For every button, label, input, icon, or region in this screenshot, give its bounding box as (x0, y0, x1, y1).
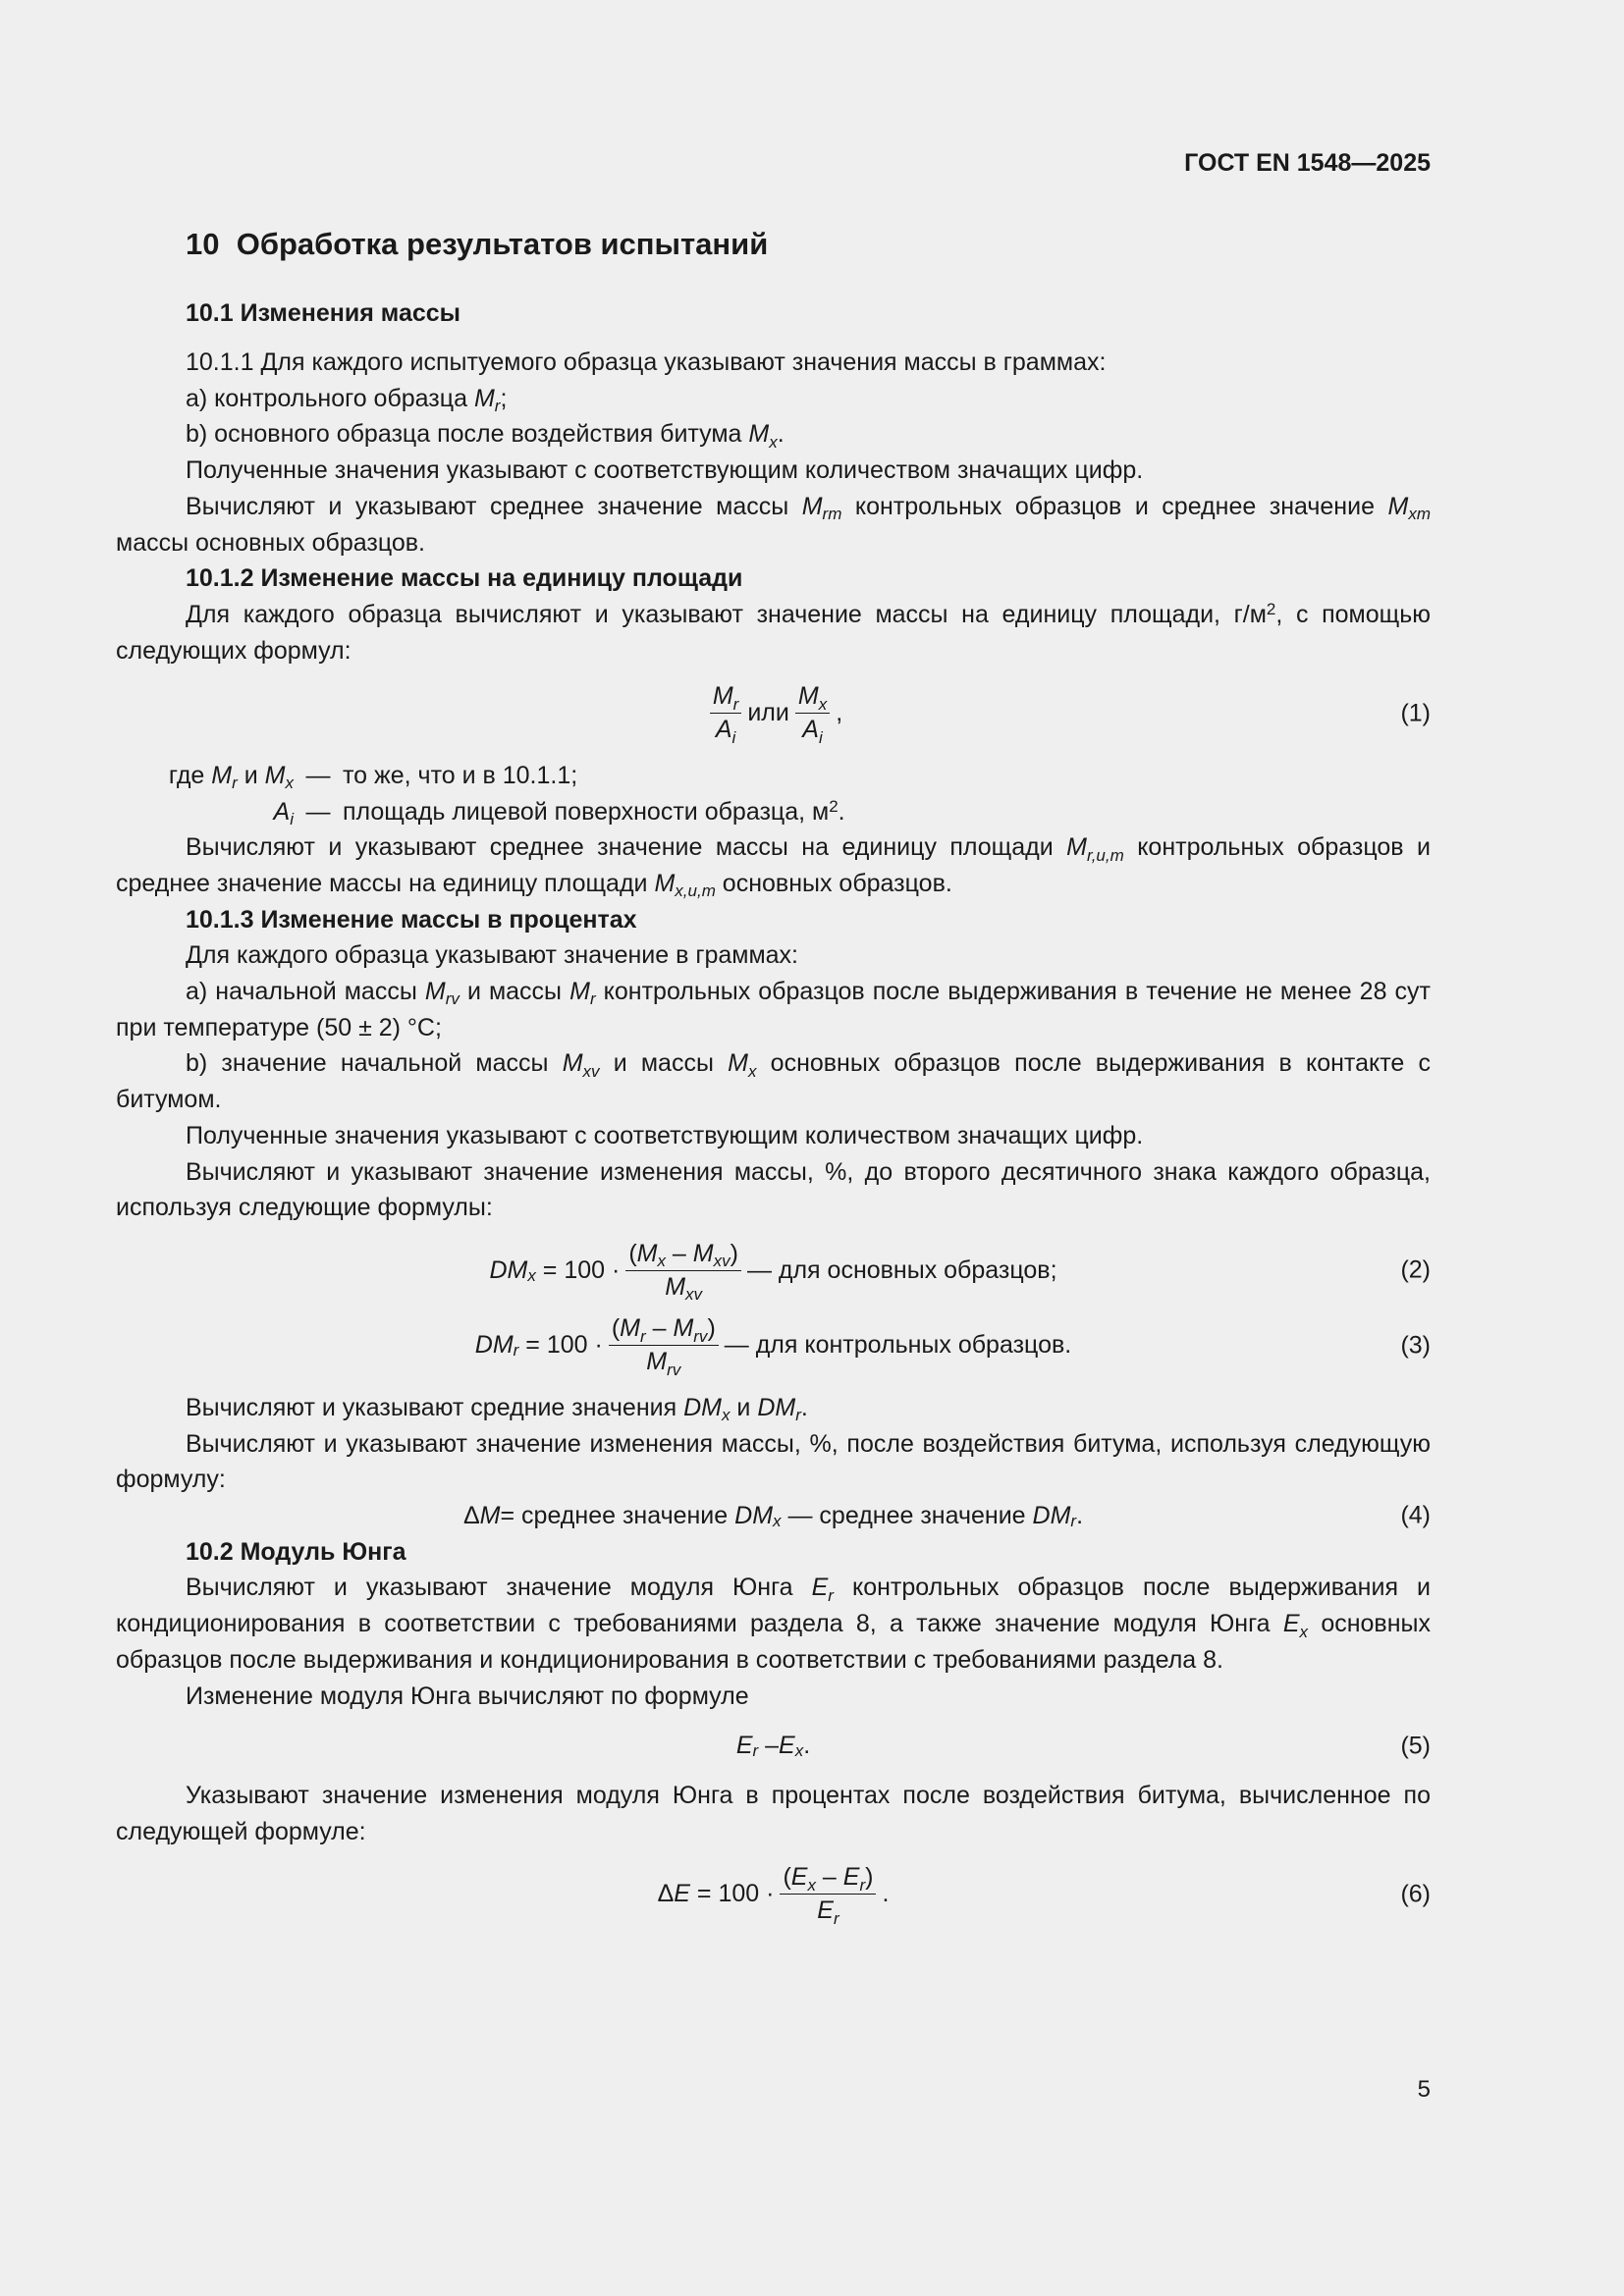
list-item-a: а) контрольного образца $M_r$; (186, 384, 508, 416)
formula-number: (5) (1400, 1732, 1431, 1760)
list-item-b-initial: b) значение начальной массы $M_{xv}$ и массы $M_x$ основных образцов после выдерживания в контакте с битумом. (116, 1049, 1431, 1114)
formula-2: DM $_x$ = 100 · $\frac{(M_x - M_{xv})}{M_{xv}}$ — для основных образцов; (2) (489, 1239, 1431, 1305)
paragraph-youngs-modulus: Вычисляют и указывают значение модуля Юнга $E_r$ контрольных образцов после выдерживания и кондиционирования в соответствии с требованиями раздела 8, а также значение модуля Юнга $E_x$ основных образцов после выдерживания и кондиционирования в соответствии с требованиями раздела 8. (116, 1574, 1431, 1674)
list-item-a-initial: а) начальной массы $M_{rv}$ и массы $M_r$ контрольных образцов после выдерживания в течение не менее 28 сут при температуре (50 ± 2) °С; (116, 978, 1431, 1041)
section-number: 10 (186, 227, 220, 261)
formula-number: (4) (1400, 1502, 1431, 1530)
list-item-b: b) основного образца после воздействия битума $M_x$. (186, 420, 785, 452)
formula-3: DM $_r$ = 100 · $\frac{(M_r - M_{rv})}{M_{rv}}$ — для контрольных образцов. (3) (474, 1314, 1431, 1379)
document-code: ГОСТ EN 1548—2025 (1184, 149, 1431, 177)
section-title (186, 227, 768, 262)
where-block: где $M_r$ и $M_x$ — то же, что и в 10.1.1; $A_i$ — площадь лицевой поверхности образца, $м^2$. (168, 761, 845, 828)
paragraph-significant-digits-2: Полученные значения указывают с соответствующим количеством значащих цифр. (186, 1121, 1144, 1149)
body-text (116, 345, 1431, 1928)
formula-6: Δ E = 100 · $\frac{(E_x - E_r)}{E_r}$ . (6) (657, 1863, 1431, 1928)
formula-number: (1) (1400, 699, 1431, 727)
formula-number: (6) (1400, 1880, 1431, 1908)
formula-number: (3) (1400, 1331, 1431, 1360)
paragraph-grams: Для каждого образца указывают значение в граммах: (186, 941, 798, 970)
paragraph-mass-change-bitumen: Вычисляют и указывают значение изменения массы, %, после воздействия битума, используя следующую формулу: (116, 1429, 1431, 1494)
subsection-10-1-2-title: 10.1.2 Изменение массы на единицу площади (186, 564, 743, 593)
subsection-10-1-3-title: 10.1.3 Изменение массы в процентах (186, 905, 637, 934)
paragraph-youngs-percent: Указывают значение изменения модуля Юнга в процентах после воздействия битума, вычисленное по следующей формуле: (116, 1782, 1431, 1845)
paragraph-youngs-change: Изменение модуля Юнга вычисляют по формуле (186, 1682, 749, 1710)
subsection-10-2-title: 10.2 Модуль Юнга (186, 1537, 406, 1566)
subsection-10-1-title: 10.1 Изменения массы (186, 299, 461, 327)
formula-1: $\frac{M_r}{A_i}$ или $\frac{M_x}{A_i}$ , (1) (116, 682, 1431, 744)
paragraph-significant-digits: Полученные значения указывают с соответствующим количеством значащих цифр. (186, 456, 1144, 485)
paragraph-10-1-1: 10.1.1 Для каждого испытуемого образца указывают значения массы в граммах: (186, 348, 1107, 376)
page-number: 5 (1417, 2076, 1431, 2103)
formula-5: E $_r$ – E $_x$ . (5) (116, 1728, 1431, 1764)
paragraph-mass-change-percent: Вычисляют и указывают значение изменения массы, %, до второго десятичного знака каждого образца, используя следующие формулы: (116, 1157, 1431, 1222)
section-title-text: Обработка результатов испытаний (236, 227, 769, 261)
paragraph-mean-dm: Вычисляют и указывают средние значения $DM_x$ и $DM_r$. (186, 1393, 808, 1425)
paragraph-mass-per-area: Для каждого образца вычисляют и указывают значение массы на единицу площади, $г/м^2$, с помощью следующих формул: (116, 600, 1431, 665)
formula-number: (2) (1400, 1255, 1431, 1284)
paragraph-mean-mass: Вычисляют и указывают среднее значение массы $M_{rm}$ контрольных образцов и среднее значение $M_{xm}$ массы основных образцов. (116, 492, 1431, 557)
formula-4: Δ M = среднее значение DM $_x$ — среднее значение DM $_r$ . (4) (116, 1498, 1431, 1534)
paragraph-mean-mass-area: Вычисляют и указывают среднее значение массы на единицу площади $M_{r,u,m}$ контрольных образцов и среднее значение массы на единицу площади $M_{x,u,m}$ основных образцов. (116, 833, 1431, 901)
